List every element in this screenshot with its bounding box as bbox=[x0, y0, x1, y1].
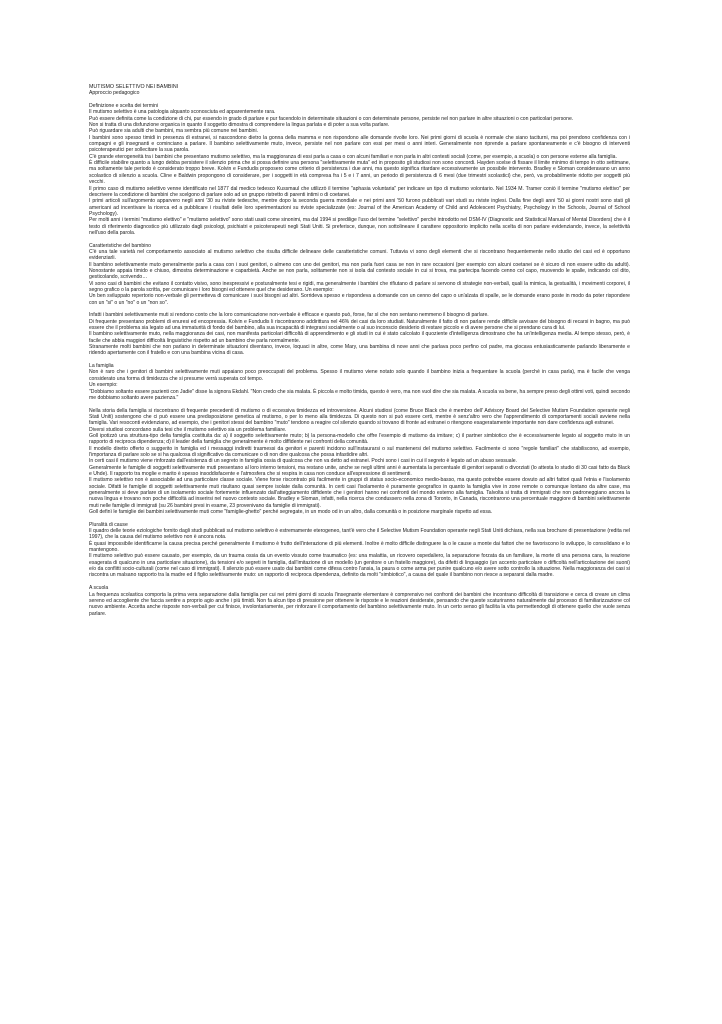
paragraph: Il mutismo selettivo è una patologia alquanto sconosciuta ed apparentemente rara. bbox=[89, 109, 276, 116]
paragraph: Goll definì le famiglie dei bambini selettivamente muti come "famiglie-ghetto" perché segregate, in un modo od in un altro, dalla comunità o in posizione marginale rispetto ad essa. bbox=[89, 509, 493, 516]
paragraph: È quasi impossibile identificarne la causa precisa perché generalmente il mutismo è frutto dell'interazione di più elementi. Inoltre è molto difficile distinguere la o le cause a monte dai fattori che ne favoriscono lo sviluppo, lo consolidano e lo mantengono. bbox=[89, 540, 630, 554]
paragraph: C'è grande eterogeneità tra i bambini che presentano mutismo selettivo, ma la maggioranza di essi parla a casa o con alcuni familiari e non parla in altri contesti sociali (come, per esempio, a scuola) o con persone esterne alla famiglia. bbox=[89, 153, 617, 160]
paragraph: Il bambino selettivamente muto generalmente parla a casa con i suoi genitori, o almeno con uno dei genitori, ma non parla fuori casa se non in rare occasioni (per esempio con alcuni coetanei se è sicuro di non essere udito da adulti). Nonostante appaia timido e chiuso, dimostra determinazione e caparbietà. Anche se non parla, solitamente non si isola dal contesto sociale in cui si trova, ma partecipa facendo cenno col capo, muovendo le spalle, indicando col dito, gesticolando, scrivendo… bbox=[89, 261, 630, 281]
paragraph: Non si tratta di una disfunzione organica in quanto il soggetto dimostra di comprendere la lingua parlata e di poter a sua volta parlare. bbox=[89, 122, 390, 129]
paragraph: Un esempio: bbox=[89, 382, 118, 389]
paragraph: I primi articoli sull'argomento apparvero negli anni '30 su riviste tedesche, mentre dopo la seconda guerra mondiale e nei primi anni '50 furono pubblicati vari studi su riviste inglesi. Dalla fine degli anni '50 ai giorni nostri sono stati gli americani ad incentivare la ricerca ed a pubblicare i risultati delle loro sperimentazioni su riviste specializzate (es: Journal of the American Academy of Child and Adolescent Psychiatry, Psychology in the Schools, Journal of School Psychology). bbox=[89, 198, 630, 217]
paragraph: Il mutismo selettivo non è associabile ad una particolare classe sociale. Viene forse riscontrato più facilmente in gruppi di status socio-economico medio-basso, ma questo potrebbe essere dovuto ad altri fattori quali l'etnia e l'isolamento sociale. Difatti le famiglie di soggetti selettivamente muti risultano quasi sempre isolate dalla comunità. In certi casi l'isolamento è puramente geografico in quanto la famiglia vive in zone remote o comunque lontano da altre case, ma generalmente si deve parlare di un isolamento sociale fortemente influenzato dall'atteggiamento diffidente che i genitori hanno nei confronti del mondo esterno alla famiglia. Talvolta si tratta di immigrati che non padroneggiano ancora la nuova lingua e trovano non poche difficoltà ad inserirsi nel nuovo contesto sociale. Bradley e Sloman, infatti, nella ricerca che condussero nella zona di Toronto, in Canada, riscontrarono una percentuale maggiore di bambini selettivamente muti nelle famiglie di immigrati (su 26 bambini presi in esame, 23 provenivano da famiglie di immigrati). bbox=[89, 477, 630, 509]
section-heading: Caratteristiche del bambino bbox=[89, 242, 152, 249]
paragraph: Stranamente molti bambini che non parlano in determinate situazioni diventano, invece, loquaci in altre, come Mary, una bambina di nove anni che parlava poco perfino col padre, ma giocava entusiasticamente parlando liberamente e ridendo apertamente con il fratello e con una bambina vicina di casa. bbox=[89, 344, 630, 357]
paragraph: Per molti anni i termini "mutismo elettivo" e "mutismo selettivo" sono stati usati come sinonimi, ma dal 1994 si predilige l'uso del termine "selettivo" perché introdotto nel DSM-IV (Diagnostic and Statistical Manual of Mental Disorders) che è il testo di riferimento diagnostico più utilizzato dagli psicologi, psichiatri e psicoterapeuti negli Stati Uniti. Si preferisce, dunque, non sottolineare il carattere oppositorio implicito nella scelta di non parlare evidenziando, invece, la selettività nell'uso della parola. bbox=[89, 217, 630, 236]
paragraph: C'è una tale varietà nel comportamento associato al mutismo selettivo che risulta difficile delineare delle caratteristiche comuni. Tuttavia vi sono degli elementi che si riscontrano frequentemente nello studio dei casi ed è opportuno evidenziarli. bbox=[89, 248, 630, 262]
document-subtitle: Approccio pedagogico bbox=[89, 90, 140, 97]
section-heading: Definizione e scelta dei termini bbox=[89, 103, 159, 110]
paragraph: Di frequente presentano problemi di enuresi ed encopressia. Kolvin e Fundudis li riscontrarono addirittura nel 46% dei casi da loro studiati. Naturalmente il fatto di non parlare rende difficile avvisare del bisogno di recarsi in bagno, ma può essere che il problema sia legato ad una immaturità di fondo del bambino, alla sua incapacità di integrarsi socialmente o al suo inconscio desiderio di restare piccolo e di avere persone che si prendano cura di lui. bbox=[89, 318, 630, 332]
document-title: MUTISMO SELETTIVO NEI BAMBINI bbox=[89, 84, 179, 90]
paragraph: Un ben sviluppato repertorio non-verbale gli permetteva di comunicare i suoi bisogni ad altri. Sorrideva spesso e rispondeva a domande con un cenno del capo o un'alzata di spalle, se le domande erano poste in modo da poter rispondere con un "si" o un "no" o un "non so". bbox=[89, 293, 630, 306]
paragraph: È difficile stabilire quanto a lungo debba persistere il silenzio prima che si possa definire una persona "selettivamente muta" ed in proposito gli studiosi non sono concordi. Hayden scelse di fissare il limite minimo di tempo in otto settimane, ma soltamente tale periodo è considerato troppo breve. Kolvin e Fundudis proposero come criterio di persistenza i due anni, ma questo significa ritardare eccessivamente un possibile intervento. Bradley e Sloman consideravano un anno scolastico di silenzio a scuola. Cline e Baldwin propongono di considerare, per i soggetti in età compresa fra i 5 e i 7 anni, un periodo di persistenza di 6 mesi (due trimestri scolastici) che, però, va probabilmente ridotto per soggetti più vecchi. bbox=[89, 160, 630, 186]
paragraph: La frequenza scolastica comporta la prima vera separazione dalla famiglia per cui nei primi giorni di scuola l'insegnante elementare è comprensivo nei confronti dei bambini che incontrano difficoltà di transizione e cerca di creare un clima sereno ed accogliente che faccia sentire a proprio agio anche i più timidi. Non fa alcun tipo di pressione per ottenere le risposte e le reazioni desiderate, pensando che queste scaturiranno naturalmente dal processo di familiarizzazione col nuovo ambiente. Accetta anche risposte non-verbali per cui finisce, involontariamente, per rinforzare il comportamento del bambino selettivamente muto. In un certo senso gli facilita la vita permettendogli di ottenere quello che vuole senza parlare. bbox=[89, 591, 630, 617]
paragraph: Infatti i bambini selettivamente muti si rendono conto che la loro comunicazione non-verbale è efficace e questo può, forse, far sì che non sentano nemmeno il bisogno di parlare. bbox=[89, 312, 489, 319]
section-heading: Pluralità di cause bbox=[89, 521, 128, 528]
paragraph: Il modello diretto offerto o suggerito in famiglia ed i messaggi indiretti trasmessi da genitori e parenti incidono sull'instaurarsi o sul mantenersi del mutismo selettivo. Facilmente ci sono "regole familiari" che stabiliscono, ad esempio, l'importanza di parlare solo se si ha qualcosa di significativo da comunicare o di non dire qualcosa che possa infastidire altri. bbox=[89, 445, 630, 458]
paragraph: Goll ipotizzò una struttura-tipo della famiglia costituita da: a) il soggetto selettivamente muto; b) la persona-modello che offre l'esempio di mutismo da imitare; c) il partner simbiotico che è eccessivamente legato al soggetto muto in un rapporto di reciproca dipendenza; d) il leader della famiglia che generalmente è molto diffidente nei confronti della comunità. bbox=[89, 432, 630, 446]
paragraph: Vi sono casi di bambini che evitano il contatto visivo, sono inespressivi e posturalmente tesi e rigidi, ma generalmente i bambini che rifiutano di parlare si servono di strategie non-verbali, quali la mimica, la gestualità, i movimenti corporei, il segno grafico o la parola scritta, per comunicare i loro bisogni ed ottenere quel che desiderano. Un esempio: bbox=[89, 280, 630, 293]
paragraph: Il mutismo selettivo può essere causato, per esempio, da un trauma ossia da un evento vissuto come traumatico (es: una malattia, un ricovero ospedaliero, la separazione forzata da un familiare, la morte di una persona cara, la reazione esagerata di qualcuno in una particolare situazione), da tensioni e/o segreti in famiglia, dall'imitazione di un modello (un genitore o un fratello maggiore), da difetti di linguaggio (un accento particolare o difficoltà nell'articolazione dei suoni) e/o da conflitti socio-culturali (come nel caso di immigrati). Il silenzio può essere usato dai bambini come difesa contro l'ansia, la paura o come arma per punire qualcuno e/o avere sotto controllo la situazione. Nella maggioranza dei casi si riscontra un malsano rapporto tra la madre ed il figlio selettivamente muto: un rapporto di reciproca dipendenza, definito da molti "simbiotico", a causa del quale il bambino non riesce a separarsi dalla madre. bbox=[89, 553, 630, 579]
paragraph: Può essere definita come la condizione di chi, pur essendo in grado di parlare e pur facendolo in determinate situazioni o con determinate persone, persiste nel non parlare in altre situazioni o con particolari persone. bbox=[89, 115, 574, 122]
paragraph: Diversi studiosi concordano sulla tesi che il mutismo selettivo sia un problema familiare. bbox=[89, 426, 287, 433]
section-heading: A scuola bbox=[89, 585, 109, 592]
section-heading: La famiglia bbox=[89, 363, 114, 370]
paragraph: Può riguardare sia adulti che bambini, ma sembra più comune nei bambini. bbox=[89, 128, 259, 135]
paragraph: I bambini sono spesso timidi in presenza di estranei, si nascondono dietro la gonna della mamma e non rispondono alle domande rivolte loro. Nei primi giorni di scuola è normale che siano taciturni, ma poi prendono confidenza con i compagni e gli insegnanti e cominciano a parlare. Il bambino selettivamente muto, invece, persiste nel non parlare con essi per mesi o anni interi. Generalmente non riprende a parlare spontaneamente e c'è bisogno di interventi psicoterapeutici per sollecitare la sua parola. bbox=[89, 134, 630, 154]
paragraph: Nella storia della famiglia si riscontrano di frequente precedenti di mutismo o di eccessiva timidezza ed introversione. Alcuni studiosi (come Bruce Black che è membro dell' Advisory Board del Selective Mutism Foundation operante negli Stati Uniti) sostengono che ci può essere una predisposizione genetica al mutismo, o per lo meno alla timidezza. Di questo non si può essere certi, mentre è senz'altro vero che l'apprendimento di comportamenti sociali avviene nella famiglia. Vari resoconti evidenziano, ad esempio, che i genitori stessi del bambino "muto" tendono a reagire col silenzio quando si trovano di fronte ad estranei o ritengono esageratamente importante non dare confidenza agli estranei. bbox=[89, 407, 630, 427]
paragraph: Il bambino selettivamente muto, nella maggioranza dei casi, non manifesta particolari difficoltà di apprendimento e gli studi in cui è stato calcolato il quoziente d'intelligenza dimostrano che ha un'intelligenza media. Al tempo stesso, però, è facile che abbia maggiori difficoltà linguistiche rispetto ad un bambino che parla normalmente. bbox=[89, 331, 630, 344]
document-body bbox=[89, 84, 630, 617]
paragraph: Il quadro delle teorie eziologiche fornito dagli studi pubblicati sul mutismo selettivo è estremamente eterogeneo, tant'è vero che il Selective Mutism Foundation operante negli Stati Uniti dichiara, nella sua brochure di presentazione (redita nel 1997), che la causa del mutismo selettivo non è ancora nota. bbox=[89, 528, 630, 541]
paragraph: Non è raro che i genitori di bambini selettivamente muti appaiano poco preoccupati del problema. Spesso il mutismo viene notato solo quando il bambino inizia a frequentare la scuola (perché in casa parla), ma è facile che venga considerato una forma di timidezza che si presume verrà superata col tempo. bbox=[89, 369, 630, 382]
paragraph: "Dobbiamo soltanto essere pazienti con Jadie" disse la signora Ekdahl. "Non credo che sia malata. È piccola e molto timida, questo è vero, ma non vuol dire che sia malata. A scuola va bene, ha sempre preso degli ottimi voti, quindi secondo me dobbiamo soltanto avere pazienza." bbox=[89, 388, 630, 401]
paragraph: In certi casi il mutismo viene rinforzato dall'esistenza di un segreto in famiglia ossia di qualcosa che non va detto ad estranei. Pochi sono i casi in cui il segreto è legato ad un abuso sessuale. bbox=[89, 458, 517, 465]
paragraph: Il primo caso di mutismo selettivo venne identificato nel 1877 dal medico tedesco Kussmaul che utilizzò il termine "aphasia voluntaria" per indicare un tipo di mutismo volontario. Nel 1934 M. Tramer coniò il termine "mutismo elettivo" per descrivere la condizione di bambini che scelgono di parlare solo ad un gruppo ristretto di parenti intimi o di coetanei. bbox=[89, 185, 630, 198]
paragraph: Generalmente le famiglie di soggetti selettivamente muti presentano al loro interno tensioni, ma restano unite, anche se negli ultimi anni è aumentata la percentuale di genitori separati o divorziati (lo attesta lo studio di 30 casi fatto da Black e Uhde). Il rapporto tra moglie e marito è spesso insoddisfacente e l'atmosfera che si respira in casa non conduce all'espressione di sentimenti. bbox=[89, 464, 630, 477]
